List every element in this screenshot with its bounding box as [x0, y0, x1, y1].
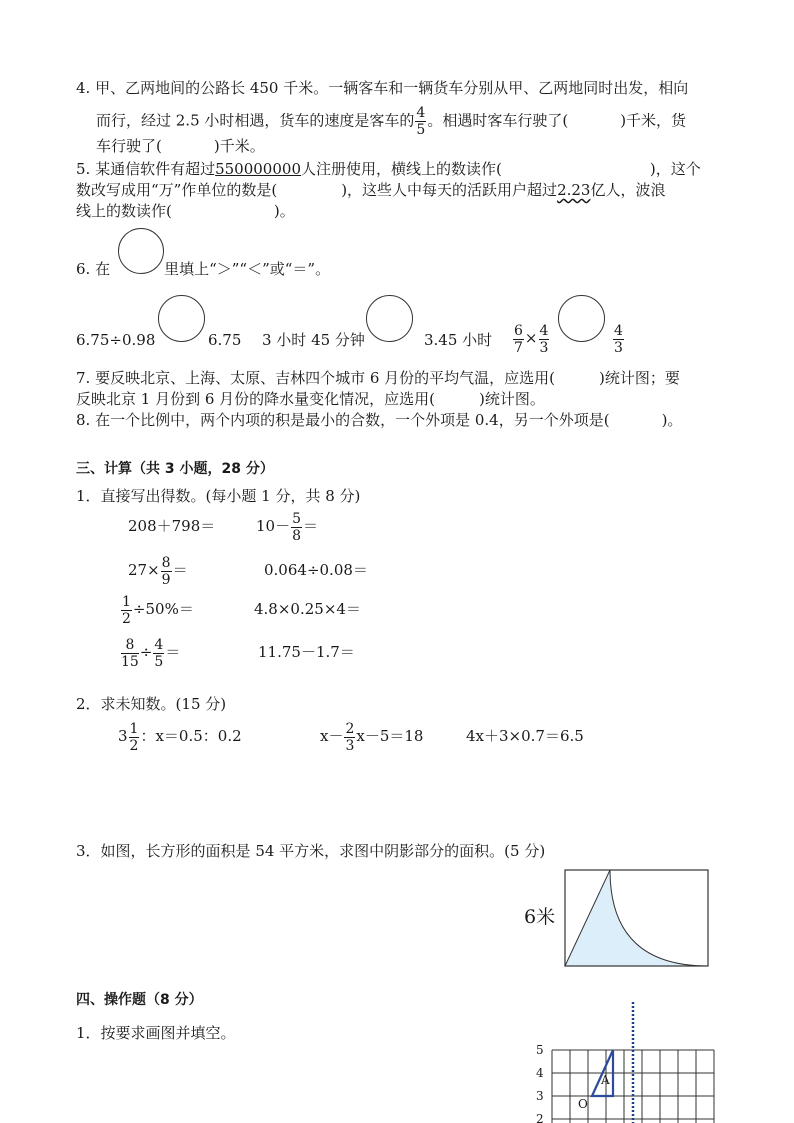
- q5-line1-b: 人注册使用，横线上的数读作(: [301, 160, 502, 178]
- q6-item3-operator: ×: [524, 329, 538, 347]
- section3-title: 三、计算（共 3 小题，28 分）: [76, 461, 274, 477]
- q4-line2-c: )千米，货: [620, 111, 687, 130]
- q6-answer-circle-2[interactable]: [366, 295, 413, 342]
- q8-text-a: 8. 在一个比例中，两个内项的积是最小的合数，一个外项是 0.4，另一个外项是(: [76, 411, 610, 429]
- equation-3: 4x＋3×0.7＝6.5: [466, 727, 584, 745]
- calc-1: 208＋798＝: [128, 517, 216, 535]
- point-o-label: O: [578, 1097, 588, 1111]
- q5-line3-a: 线上的数读作(: [76, 202, 172, 220]
- q4-fraction: $\frac{4}{5}$: [416, 105, 426, 138]
- q5-line1-c: )，这个: [649, 160, 701, 178]
- q7-line1-a: 7. 要反映北京、上海、太原、吉林四个城市 6 月份的平均气温，应选用(: [76, 369, 556, 387]
- q5-underlined-number: 550000000: [215, 160, 301, 178]
- equation-2: x－ $\frac{2}{3}$ x－5＝18: [320, 720, 424, 754]
- q6-item2-left: 3 小时 45 分钟: [262, 331, 365, 349]
- q7-line1-b: )统计图；要: [599, 369, 680, 387]
- equation-1: 3 $\frac{1}{2}$ ：x＝0.5：0.2: [118, 720, 242, 754]
- grid-label-3: 3: [536, 1089, 544, 1103]
- q5-line3: [76, 201, 295, 221]
- shaded-region: [565, 870, 708, 966]
- calc-7-fraction-2: $\frac{4}{5}$: [154, 636, 164, 670]
- q6-text-a: 6. 在: [76, 260, 111, 278]
- q7-line2-b: )统计图。: [479, 390, 545, 408]
- q7-line1: [76, 368, 680, 388]
- q6-instruction: [76, 259, 330, 279]
- calc-3: 27× $\frac{8}{9}$ ＝: [128, 554, 188, 588]
- q5-line1: [76, 159, 701, 179]
- figure-side-label: 6米: [524, 906, 556, 928]
- q6-answer-circle-1[interactable]: [158, 295, 205, 342]
- q6-item3-fraction-2: $\frac{4}{3}$: [539, 322, 549, 356]
- calc-6: 4.8×0.25×4＝: [254, 600, 361, 618]
- q8-text-b: )。: [661, 411, 683, 429]
- grid-figure: [530, 998, 724, 1123]
- section3-part2-title: 2．求未知数。(15 分): [76, 695, 227, 713]
- point-a-label: A: [601, 1073, 610, 1087]
- calc-8: 11.75－1.7＝: [258, 643, 355, 661]
- q6-item3-right: [612, 318, 625, 358]
- calc-5: $\frac{1}{2}$ ÷50%＝: [122, 593, 194, 627]
- calc-7-fraction-1: $\frac{8}{15}$: [121, 636, 139, 670]
- equation-1-fraction: $\frac{1}{2}$: [129, 720, 139, 754]
- q4-line2: [96, 106, 686, 137]
- calc-7: $\frac{8}{15}$ ÷ $\frac{4}{5}$ ＝: [121, 636, 181, 670]
- section4-title: 四、操作题（8 分）: [76, 992, 203, 1008]
- grid-label-4: 4: [536, 1066, 544, 1080]
- calc-2-fraction: $\frac{5}{8}$: [292, 510, 302, 544]
- q4-line2-a: 而行，经过 2.5 小时相遇，货车的速度是客车的: [96, 111, 415, 130]
- q5-line2: [76, 180, 665, 200]
- q5-line2-a: 数改写成用“万”作单位的数是(: [76, 181, 278, 199]
- q4-line3: [96, 136, 265, 156]
- grid-label-5: 5: [536, 1043, 544, 1057]
- equation-2-fraction: $\frac{2}{3}$: [345, 720, 355, 754]
- q6-item3-fraction-1: $\frac{6}{7}$: [514, 322, 523, 356]
- q5-line3-b: )。: [273, 202, 295, 220]
- calc-2: 10－ $\frac{5}{8}$ ＝: [256, 510, 319, 544]
- section3-part1-title: 1．直接写出得数。(每小题 1 分，共 8 分): [76, 487, 361, 505]
- calc-4: 0.064÷0.08＝: [264, 561, 368, 579]
- q6-text-b: 里填上“＞”“＜”或“＝”。: [164, 260, 331, 278]
- q5-line2-b: )，这些人中每天的活跃用户超过: [341, 181, 558, 199]
- q6-item3-fraction-3: $\frac{4}{3}$: [614, 322, 623, 356]
- q7-line2: [76, 389, 545, 409]
- q6-item1-right: 6.75: [208, 331, 242, 349]
- q7-line2-a: 反映北京 1 月份到 6 月份的降水量变化情况，应选用(: [76, 390, 436, 408]
- q4-line2-b: 。相遇时客车行驶了(: [427, 111, 569, 130]
- q5-line1-a: 5. 某通信软件有超过: [76, 160, 216, 178]
- grid-label-2: 2: [536, 1112, 544, 1123]
- q6-item2-right: 3.45 小时: [424, 331, 493, 349]
- q6-answer-circle-3[interactable]: [558, 295, 605, 342]
- section3-part3-title: 3．如图，长方形的面积是 54 平方米，求图中阴影部分的面积。(5 分): [76, 842, 546, 860]
- q5-line2-c: 亿人，波浪: [590, 181, 666, 199]
- section4-part1-title: 1．按要求画图并填空。: [76, 1024, 236, 1042]
- q5-wavy-number: 2.23: [557, 181, 591, 199]
- q6-item1-left: 6.75÷0.98: [76, 331, 156, 349]
- q8-line: [76, 410, 682, 430]
- calc-3-fraction: $\frac{8}{9}$: [161, 554, 171, 588]
- q4-line1: 4. 甲、乙两地间的公路长 450 千米。一辆客车和一辆货车分别从甲、乙两地同时出发，相向: [76, 79, 689, 97]
- q4-line3-a: 车行驶了(: [96, 137, 162, 155]
- q4-line3-b: )千米。: [213, 137, 265, 155]
- q6-item3-left: [512, 318, 550, 358]
- rectangle-shaded-figure: [560, 864, 714, 970]
- calc-5-fraction: $\frac{1}{2}$: [122, 593, 131, 627]
